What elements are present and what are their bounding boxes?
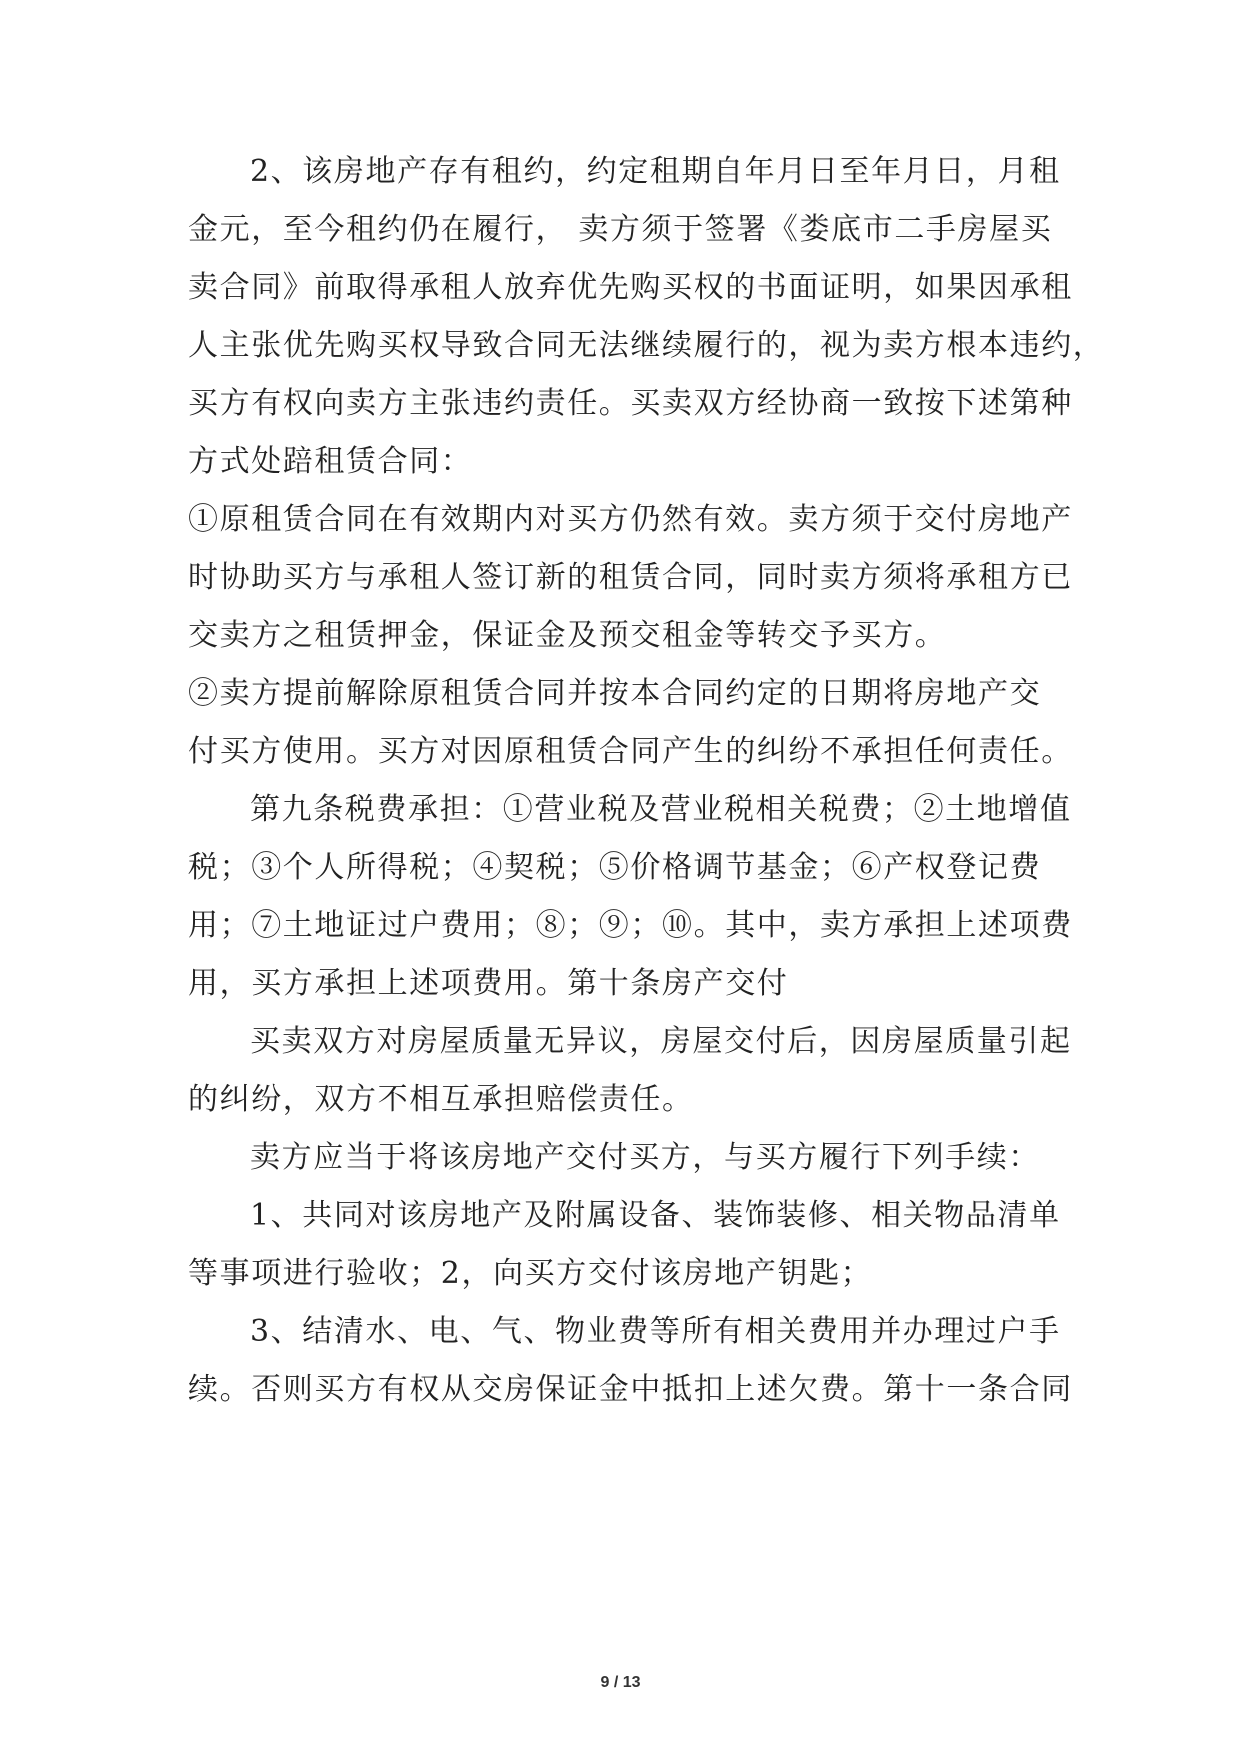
text-line: 买方有权向卖方主张违约责任。买卖双方经协商一致按下述第种 <box>188 386 1073 421</box>
text-line: 用，买方承担上述项费用。第十条房产交付 <box>188 966 789 1001</box>
text-line: 3、结清水、电、气、物业费等所有相关费用并办理过户手 <box>250 1314 1061 1349</box>
text-line: 续。否则买方有权从交房保证金中抵扣上述欠费。第十一条合同 <box>188 1372 1073 1407</box>
text-line: 等事项进行验收；2，向买方交付该房地产钥匙； <box>188 1256 873 1291</box>
text-line: 1、共同对该房地产及附属设备、装饰装修、相关物品清单 <box>250 1198 1061 1233</box>
page-number: 9 / 13 <box>600 1674 641 1691</box>
text-line: 方式处踣租赁合同： <box>188 444 473 479</box>
text-line: 付买方使用。买方对因原租赁合同产生的纠纷不承担任何责任。 <box>188 734 1073 769</box>
text-line: 卖合同》前取得承租人放弃优先购买权的书面证明，如果因承租 <box>188 270 1073 305</box>
text-line: 用；⑦土地证过户费用；⑧；⑨；⑩。其中，卖方承担上述项费 <box>188 908 1073 943</box>
text-line: 人主张优先购买权导致合同无法继续履行的，视为卖方根本违约， <box>188 328 1105 363</box>
text-line: 第九条税费承担：①营业税及营业税相关税费；②土地增值 <box>250 792 1072 827</box>
text-line: 卖方应当于将该房地产交付买方，与买方履行下列手续： <box>250 1140 1040 1175</box>
text-line: ②卖方提前解除原租赁合同并按本合同约定的日期将房地产交 <box>188 676 1042 711</box>
text-line: ①原租赁合同在有效期内对买方仍然有效。卖方须于交付房地产 <box>188 502 1073 537</box>
text-line: 的纠纷，双方不相互承担赔偿责任。 <box>188 1082 694 1117</box>
text-line: 时协助买方与承租人签订新的租赁合同，同时卖方须将承租方已 <box>188 560 1073 595</box>
text-line: 2、该房地产存有租约，约定租期自年月日至年月日，月租 <box>250 154 1061 189</box>
text-line: 金元，至今租约仍在履行， 卖方须于签署《娄底市二手房屋买 <box>188 212 1053 247</box>
text-line: 税；③个人所得税；④契税；⑤价格调节基金；⑥产权登记费 <box>188 850 1042 885</box>
text-line: 交卖方之租赁押金，保证金及预交租金等转交予买方。 <box>188 618 947 653</box>
text-line: 买卖双方对房屋质量无异议，房屋交付后，因房屋质量引起 <box>250 1024 1072 1059</box>
